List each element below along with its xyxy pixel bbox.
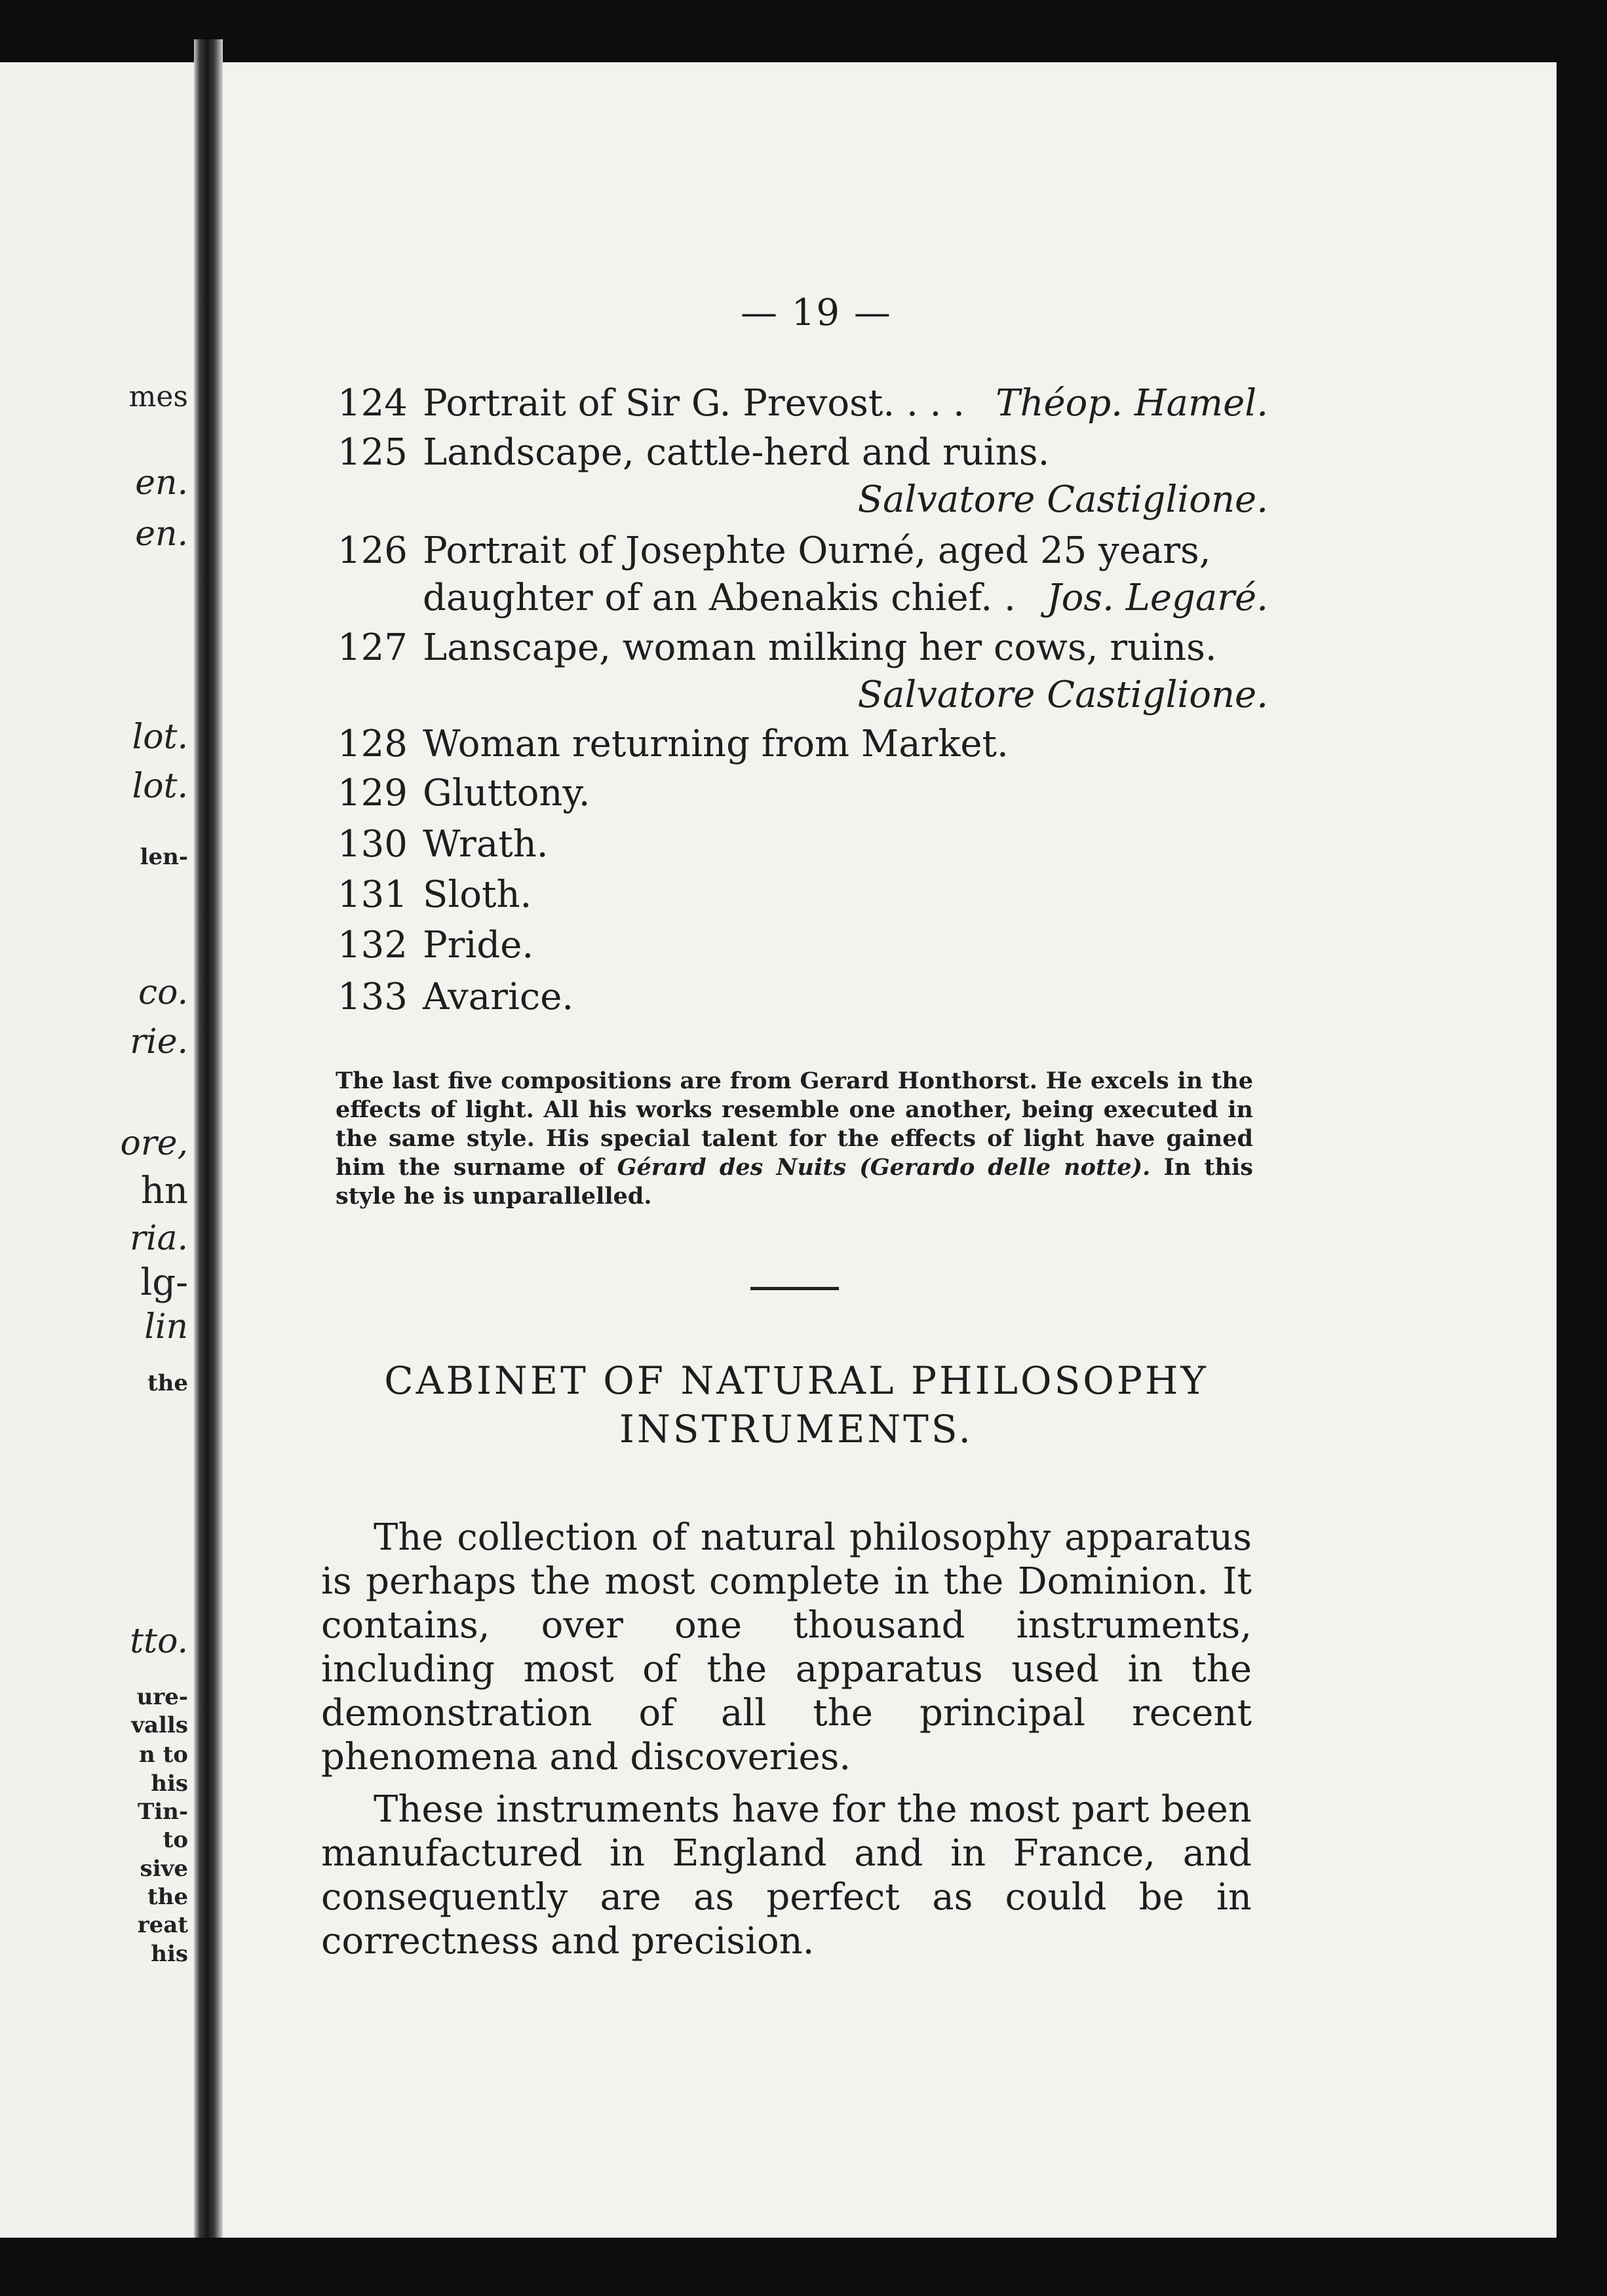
entry-number: 126 xyxy=(338,529,408,572)
entry-artist: Salvatore Castiglione. xyxy=(857,478,1268,521)
entry-title: Gluttony. xyxy=(423,772,591,814)
sliver-text: ria. xyxy=(129,1219,188,1258)
entry-title: Avarice. xyxy=(423,976,574,1018)
sliver-text: to xyxy=(163,1827,188,1853)
entry-number: 124 xyxy=(338,382,408,425)
section-divider xyxy=(750,1287,839,1290)
sliver-text: hn xyxy=(140,1170,188,1212)
sliver-text: reat xyxy=(137,1912,188,1938)
sliver-text: len- xyxy=(140,844,188,870)
entry-artist: Salvatore Castiglione. xyxy=(857,674,1268,716)
footnote xyxy=(336,1067,1253,1211)
book-gutter xyxy=(194,39,223,2251)
sliver-text: the xyxy=(147,1370,188,1396)
entry-title-continued: daughter of an Abenakis chief. . xyxy=(423,577,1016,619)
entry-title: Pride. xyxy=(423,924,534,966)
body-paragraph xyxy=(321,1788,1252,1963)
sliver-text: Tin- xyxy=(137,1799,188,1825)
page-number: — 19 — xyxy=(741,292,892,334)
sliver-text: ore, xyxy=(120,1124,188,1163)
sliver-text: lin xyxy=(144,1307,188,1347)
facing-page-sliver xyxy=(0,62,200,2238)
sliver-text: en. xyxy=(135,463,188,503)
entry-number: 128 xyxy=(338,723,408,765)
sliver-text: lot. xyxy=(132,767,188,806)
sliver-text: his xyxy=(151,1941,188,1967)
entry-title: Sloth. xyxy=(423,873,532,916)
scan-border-bottom xyxy=(0,2238,1607,2296)
entry-number: 132 xyxy=(338,924,408,966)
scan-border-right xyxy=(1557,0,1607,2296)
scan-border-top xyxy=(0,0,1607,62)
sliver-text: valls xyxy=(131,1712,188,1738)
entry-title: Portrait of Sir G. Prevost. . . . xyxy=(423,382,965,425)
entry-title: Lanscape, woman milking her cows, ruins. xyxy=(423,626,1217,669)
entry-title: Portrait of Josephte Ourné, aged 25 years, xyxy=(423,529,1211,572)
sliver-text: rie. xyxy=(130,1022,188,1062)
sliver-text: sive xyxy=(140,1856,188,1882)
section-heading xyxy=(331,1356,1262,1453)
entry-title: Landscape, cattle-herd and ruins. xyxy=(423,431,1050,474)
paragraph-text: The collection of natural philosophy apparatus is perhaps the most complete in the Dominion. It contains, over one thousand instruments, including most of the apparatus used in the demonstration of all the principal recent phenomena and discoveries. xyxy=(321,1516,1252,1778)
entry-number: 131 xyxy=(338,873,408,916)
entry-artist: Jos. Legaré. xyxy=(1047,577,1268,619)
sliver-text: co. xyxy=(138,973,188,1012)
entry-number: 130 xyxy=(338,823,408,866)
footnote-italic: Gérard des Nuits (Gerardo delle notte). xyxy=(617,1154,1151,1181)
entry-number: 129 xyxy=(338,772,408,814)
heading-line-2: INSTRUMENTS. xyxy=(619,1407,973,1451)
sliver-text: tto. xyxy=(130,1622,188,1661)
sliver-text: lot. xyxy=(132,718,188,757)
entry-number: 133 xyxy=(338,976,408,1018)
entry-number: 125 xyxy=(338,431,408,474)
entry-number: 127 xyxy=(338,626,408,669)
heading-line-1: CABINET OF NATURAL PHILOSOPHY xyxy=(384,1358,1209,1403)
entry-title: Wrath. xyxy=(423,823,549,866)
sliver-text: ure- xyxy=(136,1684,188,1710)
sliver-text: n to xyxy=(139,1742,188,1768)
body-paragraph xyxy=(321,1516,1252,1779)
sliver-text: en. xyxy=(135,514,188,554)
sliver-text: lg- xyxy=(140,1261,188,1304)
sliver-text: the xyxy=(147,1884,188,1910)
footnote-text: The last five compositions are from Gerard Honthorst. He excels in the effects of light. All his works resemble one another, being executed in the same style. His special talent for the effects of light have gained him the surname of xyxy=(336,1067,1253,1181)
sliver-text: mes xyxy=(128,380,188,413)
entry-title: Woman returning from Market. xyxy=(423,723,1009,765)
entry-artist: Théop. Hamel. xyxy=(996,382,1268,425)
paragraph-text: These instruments have for the most part been manufactured in England and in France, and consequently are as perfect as could be in correctness and precision. xyxy=(321,1788,1252,1962)
footnote-text-end: In this style he is unparallelled. xyxy=(336,1154,1253,1210)
sliver-text: his xyxy=(151,1770,188,1797)
